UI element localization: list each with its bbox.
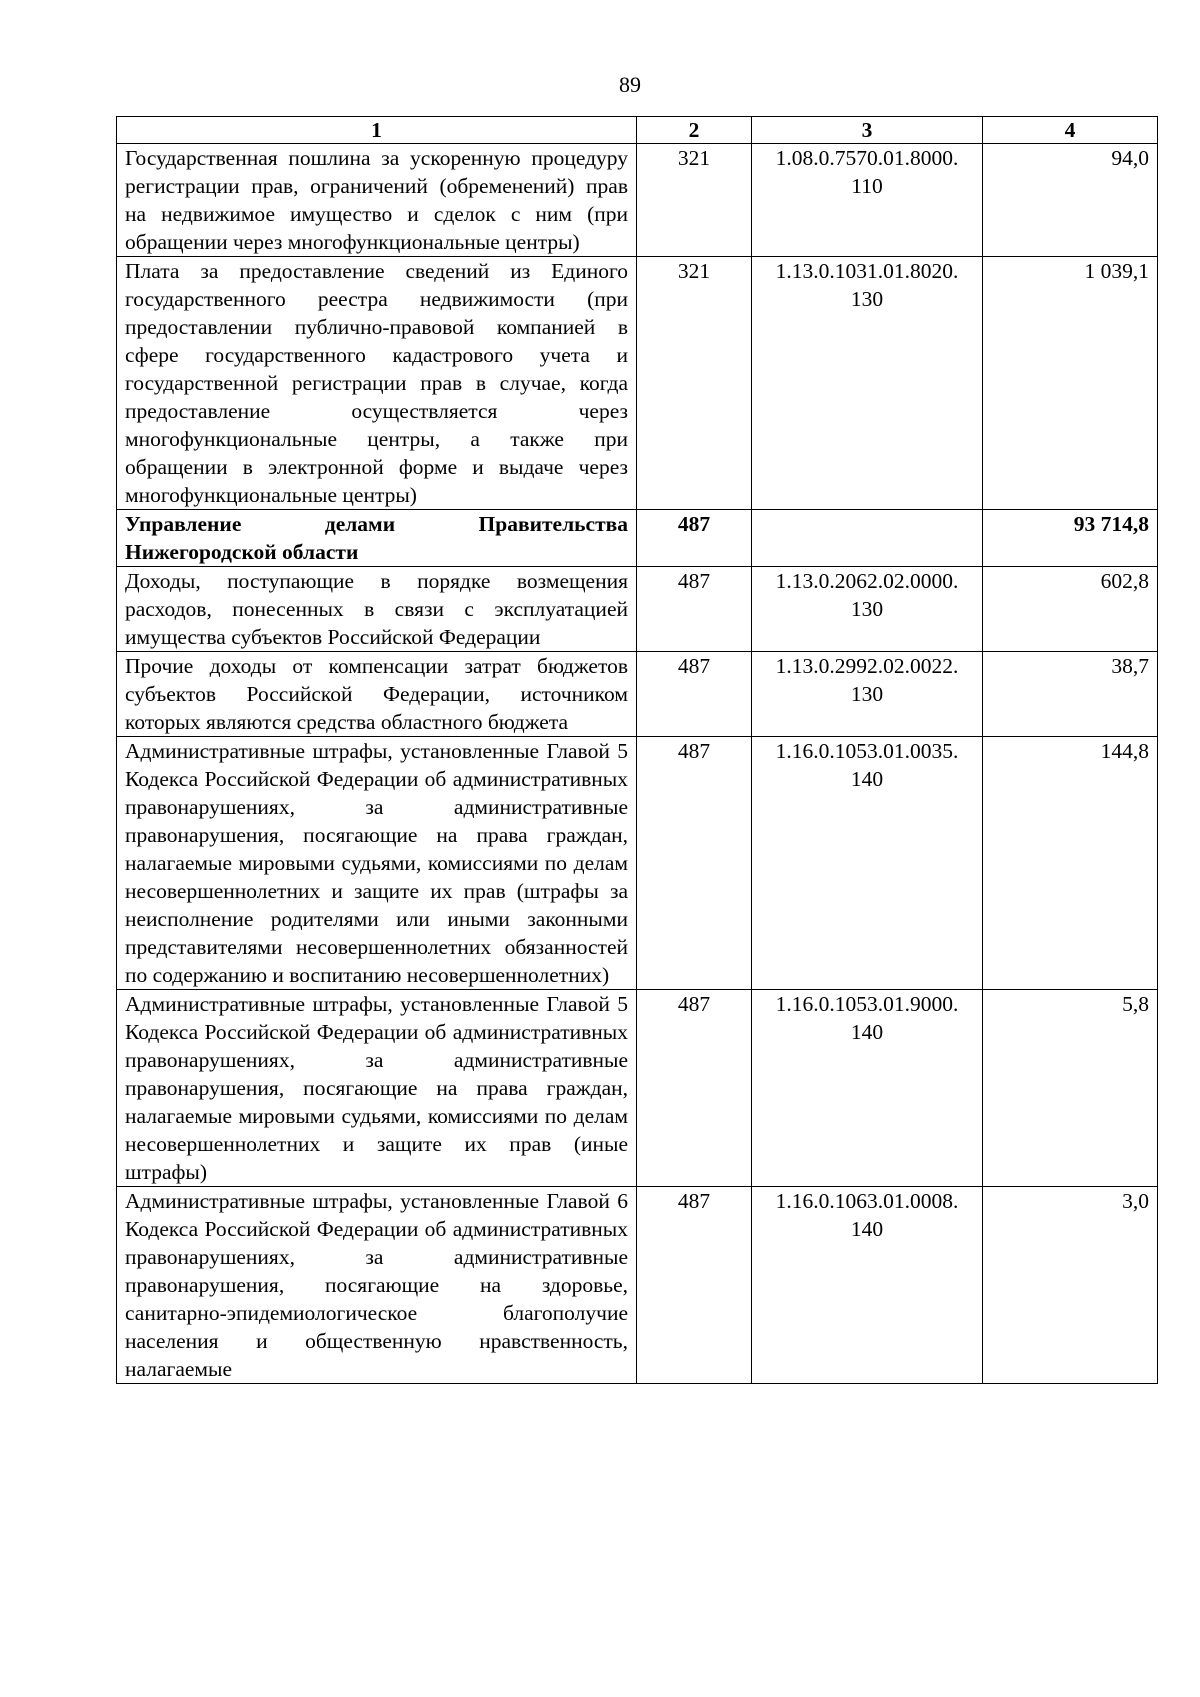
row-amount: 3,0	[983, 1187, 1158, 1384]
row-description: Административные штрафы, установленные Главой 5 Кодекса Российской Федерации об административных правонарушениях, за административные правонарушения, посягающие на права граждан, налагаемые мировыми судьями, комиссиями по делам несовершеннолетних и защите их прав (иные штрафы)	[117, 990, 637, 1187]
row-classification-code	[752, 990, 983, 1187]
row-admin-code: 321	[637, 257, 752, 510]
table-row	[117, 510, 1158, 567]
table-header-row	[117, 117, 1158, 144]
code-line-2: 140	[850, 1217, 884, 1241]
code-line-2: 130	[850, 287, 884, 311]
row-admin-code: 487	[637, 990, 752, 1187]
code-line-1: 1.16.0.1053.01.9000.	[775, 992, 959, 1016]
row-amount: 93 714,8	[983, 510, 1158, 567]
table-row	[117, 567, 1158, 652]
row-admin-code: 487	[637, 737, 752, 990]
code-line-1: 1.13.0.1031.01.8020.	[775, 259, 959, 283]
code-line-2: 140	[850, 1020, 884, 1044]
row-classification-code	[752, 567, 983, 652]
code-line-2: 130	[850, 597, 884, 621]
row-amount: 94,0	[983, 144, 1158, 257]
page-number: 89	[619, 72, 641, 97]
table-row	[117, 257, 1158, 510]
table-row	[117, 1187, 1158, 1384]
row-amount: 1 039,1	[983, 257, 1158, 510]
code-line-1: 1.16.0.1053.01.0035.	[775, 739, 959, 763]
row-description: Управление делами Правительства Нижегородской области	[117, 510, 637, 567]
row-classification-code	[752, 257, 983, 510]
row-description: Прочие доходы от компенсации затрат бюджетов субъектов Российской Федерации, источником которых являются средства областного бюджета	[117, 652, 637, 737]
code-line-2: 110	[851, 174, 883, 198]
code-line-2: 130	[850, 682, 884, 706]
row-description: Доходы, поступающие в порядке возмещения расходов, понесенных в связи с эксплуатацией имущества субъектов Российской Федерации	[117, 567, 637, 652]
row-classification-code	[752, 737, 983, 990]
code-line-1: 1.13.0.2062.02.0000.	[775, 569, 959, 593]
code-line-1: 1.08.0.7570.01.8000.	[775, 146, 959, 170]
table-row	[117, 652, 1158, 737]
row-description: Административные штрафы, установленные Главой 5 Кодекса Российской Федерации об административных правонарушениях, за административные правонарушения, посягающие на права граждан, налагаемые мировыми судьями, комиссиями по делам несовершеннолетних и защите их прав (штрафы за неисполнение родителями или иными законными представителями несовершеннолетних обязанностей по содержанию и воспитанию несовершеннолетних)	[117, 737, 637, 990]
row-description: Государственная пошлина за ускоренную процедуру регистрации прав, ограничений (обременений) прав на недвижимое имущество и сделок с ним (при обращении через многофункциональные центры)	[117, 144, 637, 257]
row-classification-code	[752, 144, 983, 257]
row-admin-code: 487	[637, 652, 752, 737]
row-classification-code	[752, 652, 983, 737]
table-row	[117, 737, 1158, 990]
row-admin-code: 487	[637, 567, 752, 652]
header-col-4: 4	[983, 117, 1158, 144]
header-col-1: 1	[117, 117, 637, 144]
row-amount: 144,8	[983, 737, 1158, 990]
row-amount: 602,8	[983, 567, 1158, 652]
row-description: Административные штрафы, установленные Главой 6 Кодекса Российской Федерации об административных правонарушениях, за административные правонарушения, посягающие на здоровье, санитарно-эпидемиологическое благополучие населения и общественную нравственность, налагаемые	[117, 1187, 637, 1384]
row-classification-code	[752, 510, 983, 567]
table-row	[117, 990, 1158, 1187]
row-admin-code: 487	[637, 510, 752, 567]
header-col-2: 2	[637, 117, 752, 144]
header-col-3: 3	[752, 117, 983, 144]
table-body	[117, 144, 1158, 1384]
row-classification-code	[752, 1187, 983, 1384]
row-admin-code: 487	[637, 1187, 752, 1384]
code-line-1: 1.13.0.2992.02.0022.	[775, 654, 959, 678]
row-admin-code: 321	[637, 144, 752, 257]
revenue-table	[116, 116, 1158, 1384]
row-amount: 38,7	[983, 652, 1158, 737]
code-line-2: 140	[850, 767, 884, 791]
table-row	[117, 144, 1158, 257]
row-amount: 5,8	[983, 990, 1158, 1187]
row-description: Плата за предоставление сведений из Единого государственного реестра недвижимости (при предоставлении публично-правовой компанией в сфере государственного кадастрового учета и государственной регистрации прав в случае, когда предоставление осуществляется через многофункциональные центры, а также при обращении в электронной форме и выдаче через многофункциональные центры)	[117, 257, 637, 510]
code-line-1: 1.16.0.1063.01.0008.	[775, 1189, 959, 1213]
